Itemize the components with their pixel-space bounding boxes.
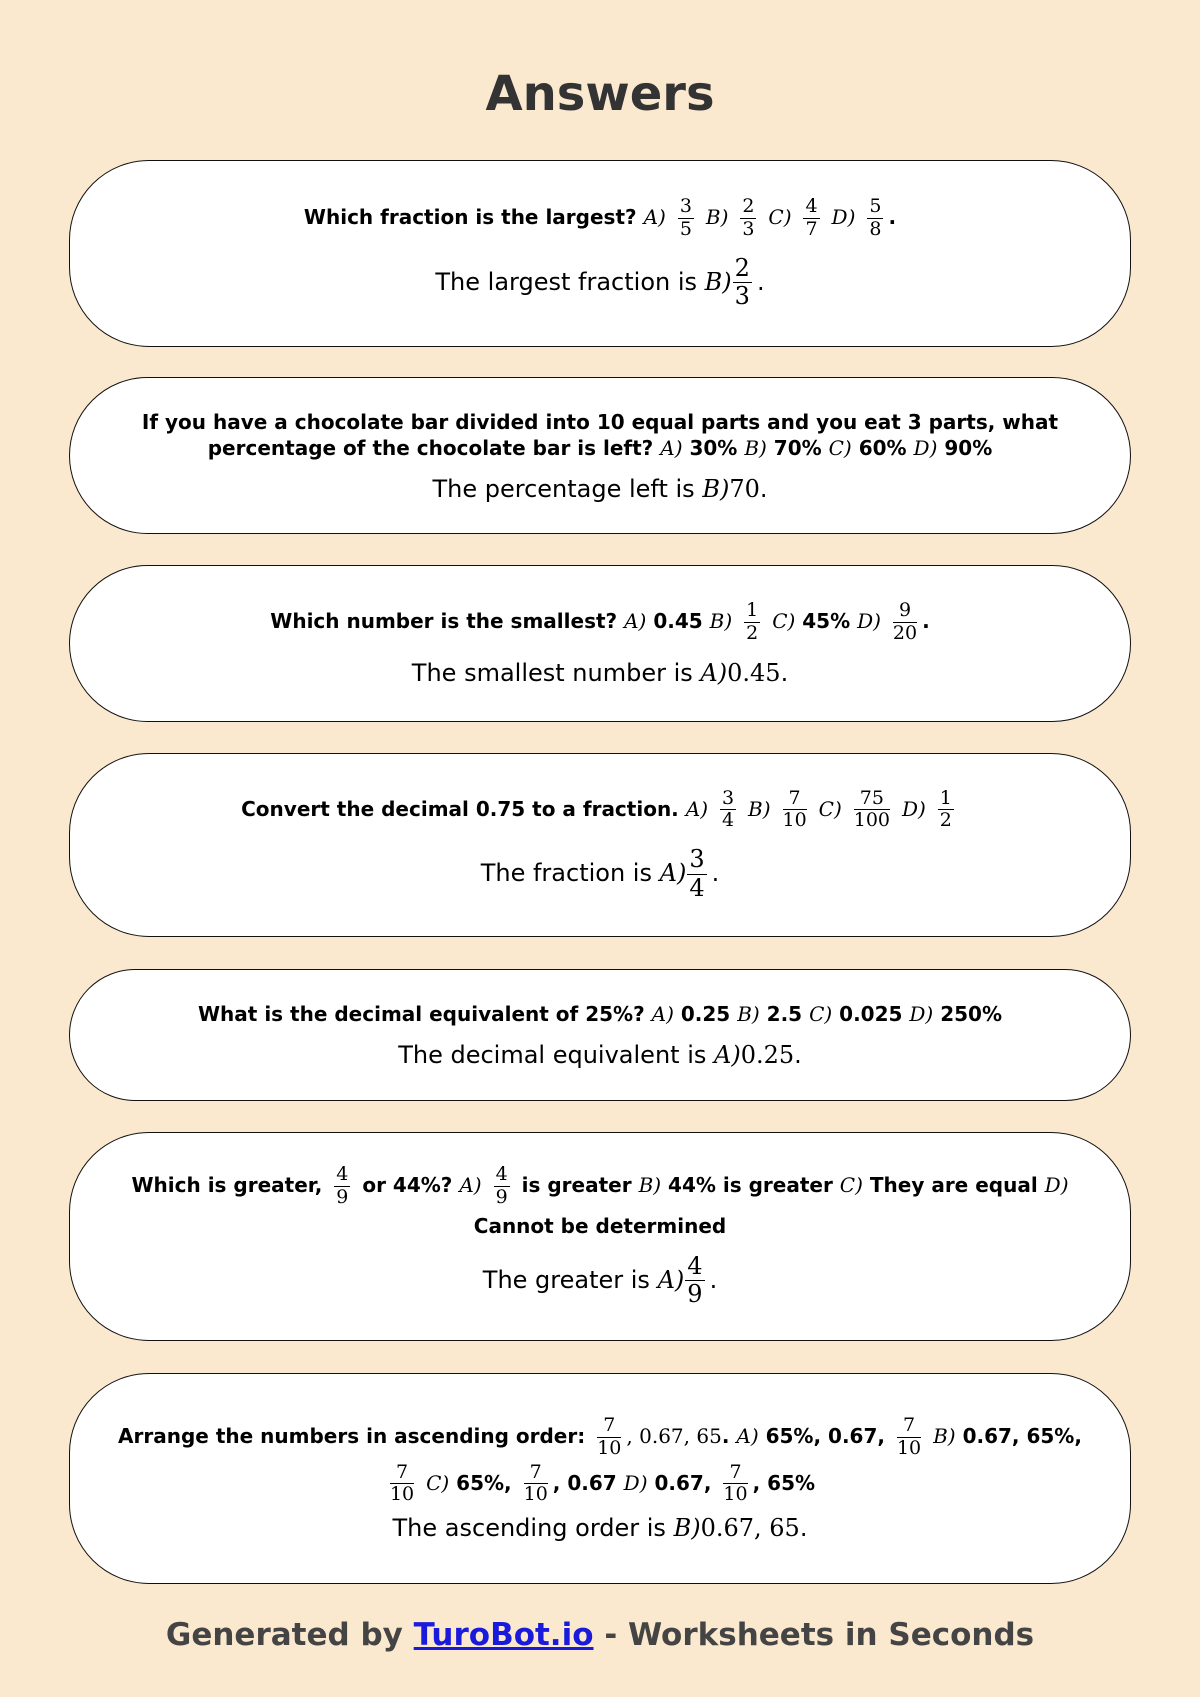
option-label-b: B) bbox=[933, 1423, 956, 1448]
option-b: 70% bbox=[773, 435, 822, 460]
numerator: 7 bbox=[390, 1462, 414, 1485]
numerator: 4 bbox=[336, 1163, 349, 1186]
question-prompt-suffix: or 44%? bbox=[362, 1172, 453, 1197]
fraction bbox=[893, 600, 917, 645]
question-text bbox=[131, 1164, 1068, 1239]
answer-prompt: The greater is bbox=[482, 1265, 650, 1294]
option-label-b: B) bbox=[744, 435, 767, 460]
option-label-d: D) bbox=[901, 796, 926, 821]
answer-value: 0.25 bbox=[740, 1041, 795, 1069]
denominator: 10 bbox=[523, 1483, 548, 1506]
turobot-link[interactable]: TuroBot.io bbox=[413, 1617, 594, 1653]
option-b: 0.67, 65%, bbox=[962, 1423, 1082, 1448]
question-card-7 bbox=[69, 1373, 1131, 1584]
option-d-rest: , 65% bbox=[752, 1470, 816, 1495]
option-d: 90% bbox=[944, 435, 993, 460]
numerator: 7 bbox=[524, 1462, 548, 1485]
answer-label: A) bbox=[700, 658, 728, 687]
denominator: 3 bbox=[734, 282, 750, 311]
question-line-1 bbox=[131, 1164, 1068, 1209]
numerator: 4 bbox=[805, 195, 818, 218]
denominator: 9 bbox=[336, 1185, 349, 1208]
option-label-c: C) bbox=[809, 1002, 833, 1026]
option-label-c: C) bbox=[772, 609, 796, 633]
numerator: 3 bbox=[721, 786, 735, 809]
option-a: 0.45 bbox=[653, 609, 703, 633]
fraction bbox=[740, 196, 756, 241]
page-title: Answers bbox=[485, 66, 715, 122]
denominator: 20 bbox=[892, 622, 918, 644]
question-card-1 bbox=[69, 160, 1131, 347]
option-label-a: A) bbox=[660, 435, 683, 460]
option-c: 0.025 bbox=[839, 1002, 903, 1026]
question-card-6 bbox=[69, 1132, 1131, 1341]
denominator: 5 bbox=[679, 217, 692, 240]
question-values: 0.67, 65 bbox=[639, 1423, 722, 1448]
option-label-b: B) bbox=[737, 1002, 760, 1026]
answer-prompt: The ascending order is bbox=[392, 1514, 666, 1543]
answer-fraction bbox=[687, 846, 706, 902]
fraction bbox=[723, 1462, 747, 1507]
answer-label: B) bbox=[702, 474, 730, 503]
answer-label: B) bbox=[704, 267, 732, 296]
option-label-a: A) bbox=[643, 204, 666, 229]
question-line-2 bbox=[118, 1462, 1082, 1507]
fraction bbox=[783, 788, 807, 833]
numerator: 7 bbox=[897, 1415, 921, 1438]
option-label-b: B) bbox=[638, 1172, 662, 1197]
numerator: 7 bbox=[783, 788, 807, 811]
option-a: 0.25 bbox=[680, 1002, 731, 1026]
numerator: 1 bbox=[939, 786, 952, 809]
option-c: 60% bbox=[858, 435, 907, 460]
answer-prompt: The smallest number is bbox=[411, 658, 693, 687]
question-card-2 bbox=[69, 377, 1131, 534]
question-text bbox=[241, 788, 959, 833]
fraction bbox=[334, 1164, 350, 1209]
option-label-a: A) bbox=[736, 1423, 759, 1448]
fraction bbox=[938, 788, 954, 833]
denominator: 10 bbox=[723, 1483, 748, 1506]
option-b: 44% is greater bbox=[668, 1172, 833, 1197]
option-label-d: D) bbox=[623, 1470, 648, 1495]
option-c: 65%, bbox=[456, 1470, 512, 1495]
numerator: 2 bbox=[742, 195, 755, 218]
answer-prompt: The largest fraction is bbox=[435, 267, 698, 296]
question-text bbox=[142, 409, 1058, 461]
question-prompt: What is the decimal equivalent of 25%? bbox=[198, 1002, 645, 1026]
option-label-d: D) bbox=[1044, 1172, 1069, 1197]
fraction bbox=[803, 196, 819, 241]
answer-label: B) bbox=[673, 1514, 701, 1543]
answer-text: The ascending order is B)0.67, 65. bbox=[392, 1514, 808, 1543]
option-d: 250% bbox=[940, 1002, 1002, 1026]
numerator: 1 bbox=[746, 599, 759, 622]
numerator: 9 bbox=[893, 600, 917, 623]
question-prompt: Which fraction is the largest? bbox=[303, 204, 637, 229]
numerator: 4 bbox=[495, 1163, 508, 1186]
fraction bbox=[390, 1462, 414, 1507]
answer-value: 0.67, 65 bbox=[700, 1514, 800, 1543]
question-text bbox=[198, 1001, 1002, 1027]
fraction bbox=[678, 196, 694, 241]
answer-value: 70 bbox=[729, 474, 760, 503]
question-text bbox=[118, 1415, 1082, 1506]
question-card-5 bbox=[69, 969, 1131, 1101]
answer-prompt: The fraction is bbox=[480, 859, 652, 888]
fraction bbox=[854, 788, 890, 833]
option-label-d: D) bbox=[857, 609, 881, 633]
option-label-b: B) bbox=[748, 796, 771, 821]
option-label-c: C) bbox=[768, 204, 792, 229]
answer-text: The fraction is A) $\frac{3}{4}$ . bbox=[480, 845, 720, 902]
option-label-c: C) bbox=[828, 435, 852, 460]
fraction bbox=[897, 1415, 921, 1460]
option-label-a: A) bbox=[459, 1172, 482, 1197]
denominator: 3 bbox=[742, 217, 755, 240]
denominator: 4 bbox=[689, 873, 705, 902]
denominator: 4 bbox=[721, 809, 735, 832]
numerator: 2 bbox=[734, 253, 750, 282]
fraction bbox=[494, 1164, 510, 1209]
question-prompt: percentage of the chocolate bar is left? bbox=[207, 435, 654, 460]
numerator: 7 bbox=[597, 1415, 621, 1438]
denominator: 10 bbox=[782, 809, 807, 832]
answer-prompt: The percentage left is bbox=[432, 474, 695, 503]
denominator: 10 bbox=[597, 1436, 622, 1459]
answer-label: A) bbox=[657, 1265, 685, 1294]
option-label-b: B) bbox=[705, 204, 729, 229]
option-a: is greater bbox=[521, 1172, 632, 1197]
denominator: 9 bbox=[687, 1280, 703, 1309]
question-card-3 bbox=[69, 565, 1131, 722]
numerator: 3 bbox=[689, 845, 705, 874]
numerator: 4 bbox=[687, 1251, 703, 1280]
question-text: Which fraction is the largest? A) $\frac{3}{5}$ B) $\frac{2}{3}$ C) $\frac{4}{7}$ D) $\frac{5}{8}$ . bbox=[303, 195, 897, 240]
answer-text: The smallest number is A)0.45. bbox=[411, 658, 789, 687]
option-a: 30% bbox=[689, 435, 738, 460]
option-c: They are equal bbox=[869, 1172, 1038, 1197]
fraction bbox=[720, 788, 736, 833]
answer-text: The largest fraction is B) $\frac{2}{3}$ . bbox=[435, 253, 765, 311]
footer-suffix: - Worksheets in Seconds bbox=[604, 1617, 1035, 1653]
denominator: 9 bbox=[495, 1185, 508, 1208]
denominator: 10 bbox=[896, 1436, 922, 1459]
question-text: Which number is the smallest? A) 0.45 B) $\frac{1}{2}$ C) 45% D) $\frac{9}{20}$ . bbox=[270, 599, 930, 644]
denominator: 100 bbox=[853, 809, 890, 832]
answer-fraction bbox=[733, 255, 752, 311]
option-label-c: C) bbox=[839, 1172, 863, 1197]
option-label-c: C) bbox=[818, 796, 842, 821]
answer-label: A) bbox=[659, 859, 687, 888]
option-label-d: D) bbox=[909, 1002, 934, 1026]
question-prompt: Arrange the numbers in ascending order: bbox=[118, 1423, 586, 1448]
question-card-4 bbox=[69, 753, 1131, 937]
option-c: 45% bbox=[802, 609, 851, 633]
question-prompt: Which is greater, bbox=[131, 1172, 323, 1197]
option-label-a: A) bbox=[624, 609, 647, 633]
option-label-a: A) bbox=[685, 796, 708, 821]
answer-value: 0.45 bbox=[727, 658, 781, 687]
answer-text: The decimal equivalent is A)0.25. bbox=[398, 1041, 802, 1069]
footer-prefix: Generated by bbox=[165, 1617, 403, 1653]
answer-text: The percentage left is B)70. bbox=[432, 474, 768, 503]
answer-prompt: The decimal equivalent is bbox=[398, 1041, 707, 1069]
answer-label: A) bbox=[714, 1041, 741, 1069]
option-d: 0.67, bbox=[654, 1470, 712, 1495]
denominator: 8 bbox=[869, 217, 882, 240]
answer-text: The greater is A) $\frac{4}{9}$ . bbox=[482, 1251, 718, 1309]
option-label-d: D) bbox=[831, 204, 856, 229]
denominator: 2 bbox=[746, 622, 759, 644]
fraction bbox=[744, 600, 760, 645]
question-line-2 bbox=[142, 435, 1058, 461]
option-label-d: D) bbox=[913, 435, 938, 460]
option-a: 65%, 0.67, bbox=[765, 1423, 885, 1448]
option-d: Cannot be determined bbox=[473, 1213, 727, 1238]
question-prompt: Which number is the smallest? bbox=[270, 609, 618, 633]
question-line-1: If you have a chocolate bar divided into 10 equal parts and you eat 3 parts, what bbox=[141, 409, 1059, 434]
numerator: 75 bbox=[854, 788, 890, 811]
option-c-rest: , 0.67 bbox=[552, 1470, 617, 1495]
denominator: 7 bbox=[805, 217, 818, 240]
option-label-c: C) bbox=[426, 1470, 450, 1495]
fraction bbox=[597, 1415, 621, 1460]
numerator: 3 bbox=[679, 195, 692, 218]
numerator: 7 bbox=[723, 1462, 747, 1485]
fraction bbox=[524, 1462, 548, 1507]
denominator: 2 bbox=[939, 809, 952, 832]
option-label-b: B) bbox=[709, 609, 733, 633]
question-line-1: Arrange the numbers in ascending order: $\frac{7}{10}$ , 0.67, 65. A) 65%, 0.67, $\frac{7}{10}$ B) 0.67, 65%, bbox=[118, 1413, 1082, 1459]
answer-fraction bbox=[685, 1253, 704, 1309]
footer bbox=[0, 1617, 1200, 1653]
fraction bbox=[867, 196, 883, 241]
option-label-a: A) bbox=[651, 1002, 674, 1026]
question-prompt: Convert the decimal 0.75 to a fraction. bbox=[241, 796, 679, 821]
denominator: 10 bbox=[389, 1483, 415, 1506]
numerator: 5 bbox=[869, 195, 882, 218]
option-b: 2.5 bbox=[766, 1002, 803, 1026]
